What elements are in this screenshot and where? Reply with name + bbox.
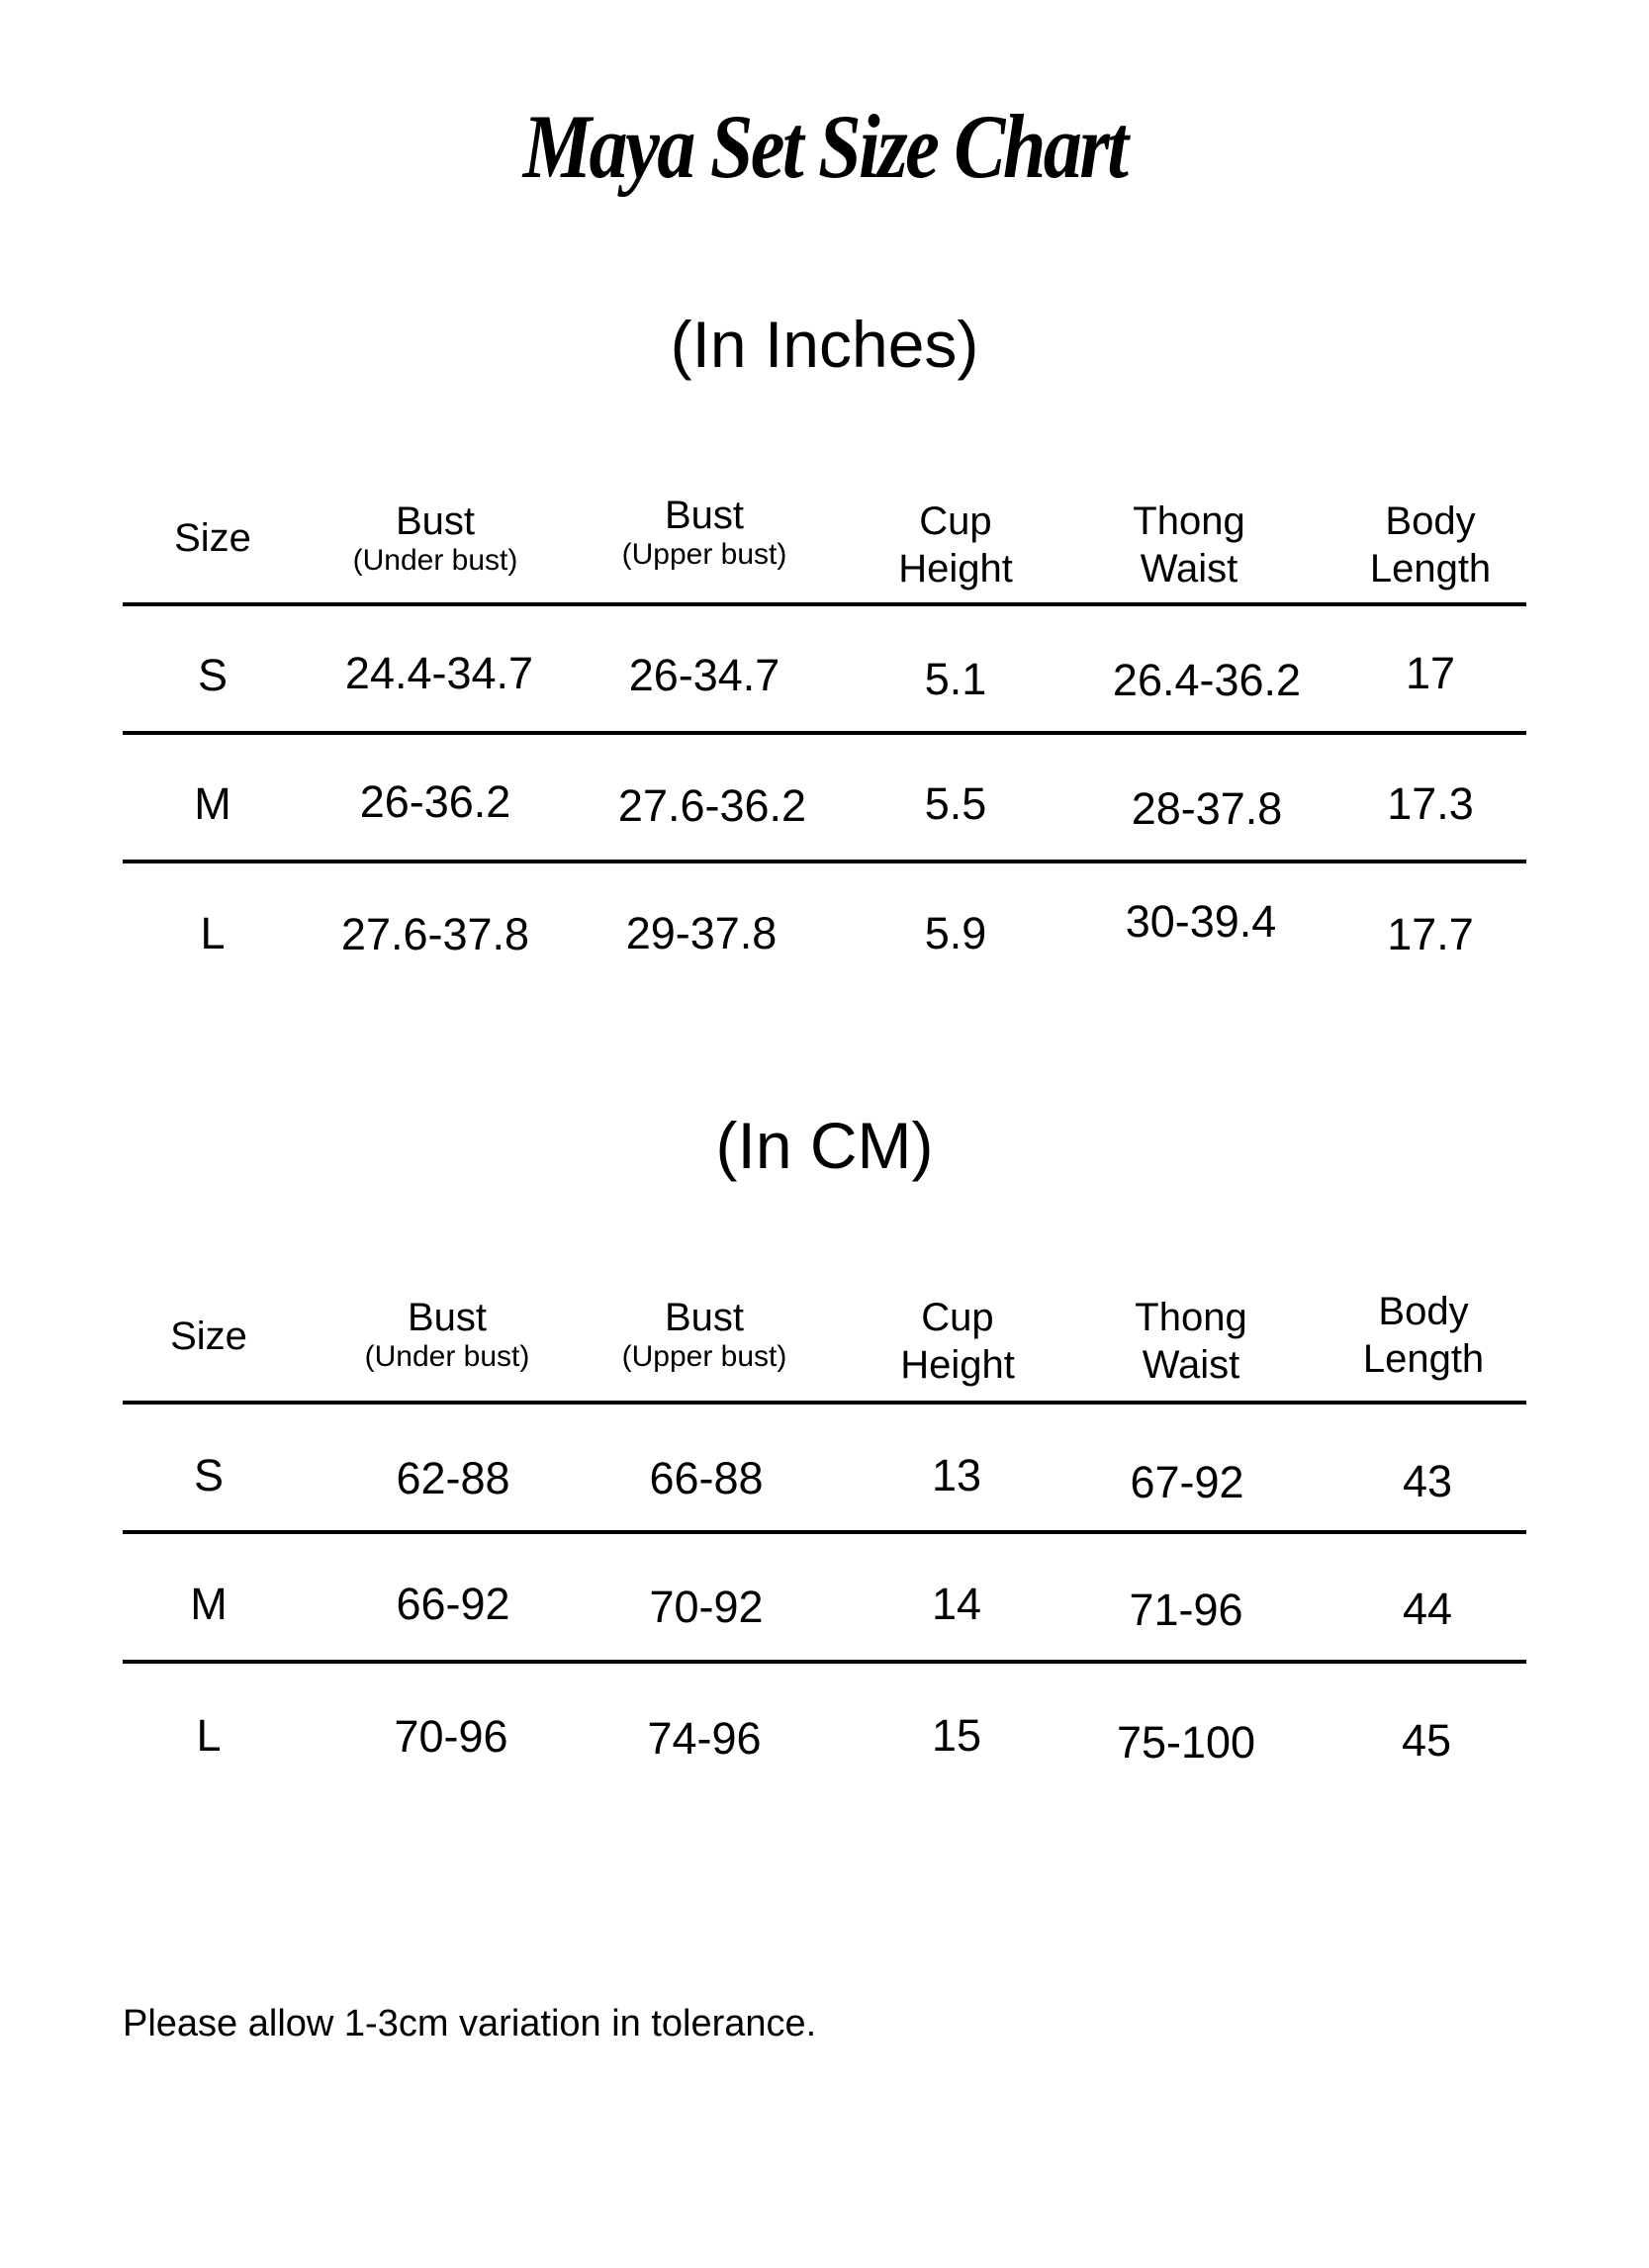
cell-body-length: 44: [1402, 1584, 1453, 1634]
cell-cup-height: 14: [931, 1579, 982, 1629]
header-cup-height: [900, 1294, 1015, 1389]
header-thong-waist: [1133, 498, 1244, 592]
header-cup-line1: Cup: [919, 499, 992, 543]
cell-bust-upper: 29-37.8: [625, 908, 778, 958]
header-bust-under: [365, 1294, 530, 1373]
cell-bust-under: 26-36.2: [359, 776, 511, 827]
header-bust-upper-label: Bust: [664, 1296, 745, 1339]
header-cup-height: [898, 498, 1013, 592]
header-body-line1: Body: [1378, 1290, 1469, 1333]
cell-body-length: 45: [1401, 1715, 1452, 1766]
header-cup-line1: Cup: [921, 1296, 994, 1339]
cell-thong-waist: 71-96: [1129, 1585, 1243, 1635]
cell-size: M: [190, 1579, 228, 1629]
cell-size: S: [193, 1450, 225, 1500]
cell-thong-waist: 75-100: [1116, 1717, 1256, 1768]
header-body-length: [1370, 498, 1491, 592]
cell-cup-height: 5.9: [924, 908, 987, 958]
header-divider: [123, 1401, 1526, 1405]
cell-body-length: 17.7: [1387, 909, 1474, 959]
cell-bust-under: 24.4-34.7: [344, 648, 534, 698]
row-divider: [123, 1530, 1526, 1534]
tolerance-footnote: Please allow 1-3cm variation in tolerance.: [123, 2003, 817, 2044]
cell-body-length: 17: [1405, 648, 1456, 698]
header-bust-under: [353, 498, 518, 577]
cell-bust-upper: 66-88: [649, 1453, 764, 1503]
header-body-line2: Length: [1369, 547, 1492, 590]
cell-body-length: 43: [1402, 1456, 1453, 1506]
header-bust-under-sub: (Under bust): [364, 1340, 530, 1373]
header-bust-upper: [622, 492, 787, 571]
header-thong-line2: Waist: [1142, 1343, 1240, 1387]
header-bust-upper-label: Bust: [664, 494, 745, 537]
header-thong-waist: [1135, 1294, 1246, 1389]
cell-size: S: [197, 650, 229, 700]
row-divider: [123, 731, 1526, 735]
cell-thong-waist: 67-92: [1130, 1457, 1244, 1507]
header-divider: [123, 602, 1526, 606]
row-divider: [123, 1660, 1526, 1664]
header-body-length: [1363, 1288, 1484, 1383]
header-body-line2: Length: [1362, 1337, 1485, 1381]
header-bust-under-label: Bust: [395, 499, 476, 543]
cell-cup-height: 5.5: [924, 778, 987, 829]
cell-bust-under: 70-96: [394, 1711, 508, 1762]
header-thong-line2: Waist: [1140, 547, 1238, 590]
header-thong-line1: Thong: [1133, 499, 1245, 543]
inches-heading: (In Inches): [670, 308, 979, 381]
header-thong-line1: Thong: [1135, 1296, 1247, 1339]
cell-body-length: 17.3: [1387, 778, 1474, 829]
cell-bust-upper: 27.6-36.2: [617, 780, 807, 831]
header-cup-line2: Height: [898, 547, 1013, 590]
cell-size: M: [194, 778, 231, 829]
header-size: Size: [170, 1315, 247, 1358]
cm-heading: (In CM): [715, 1109, 934, 1182]
cell-bust-under: 62-88: [396, 1453, 510, 1503]
cell-cup-height: 15: [931, 1710, 982, 1761]
header-bust-upper: [622, 1294, 787, 1373]
header-bust-upper-sub: (Upper bust): [621, 538, 787, 571]
header-body-line1: Body: [1385, 499, 1476, 543]
header-bust-under-sub: (Under bust): [352, 544, 518, 577]
row-divider: [123, 860, 1526, 863]
cell-bust-under: 66-92: [396, 1579, 510, 1629]
page-title: Maya Set Size Chart: [522, 96, 1127, 197]
cell-thong-waist: 30-39.4: [1125, 896, 1277, 947]
header-cup-line2: Height: [900, 1343, 1015, 1387]
cell-bust-upper: 26-34.7: [628, 650, 780, 700]
cell-bust-upper: 70-92: [649, 1582, 764, 1632]
cell-size: L: [196, 1710, 222, 1761]
header-bust-under-label: Bust: [407, 1296, 488, 1339]
header-bust-upper-sub: (Upper bust): [621, 1340, 787, 1373]
cell-thong-waist: 28-37.8: [1131, 783, 1283, 834]
cell-cup-height: 5.1: [924, 654, 987, 704]
cell-cup-height: 13: [931, 1450, 982, 1500]
cell-size: L: [200, 908, 226, 958]
header-size: Size: [174, 516, 251, 560]
cell-bust-upper: 74-96: [647, 1713, 762, 1764]
cell-bust-under: 27.6-37.8: [340, 909, 530, 959]
cell-thong-waist: 26.4-36.2: [1112, 655, 1302, 705]
